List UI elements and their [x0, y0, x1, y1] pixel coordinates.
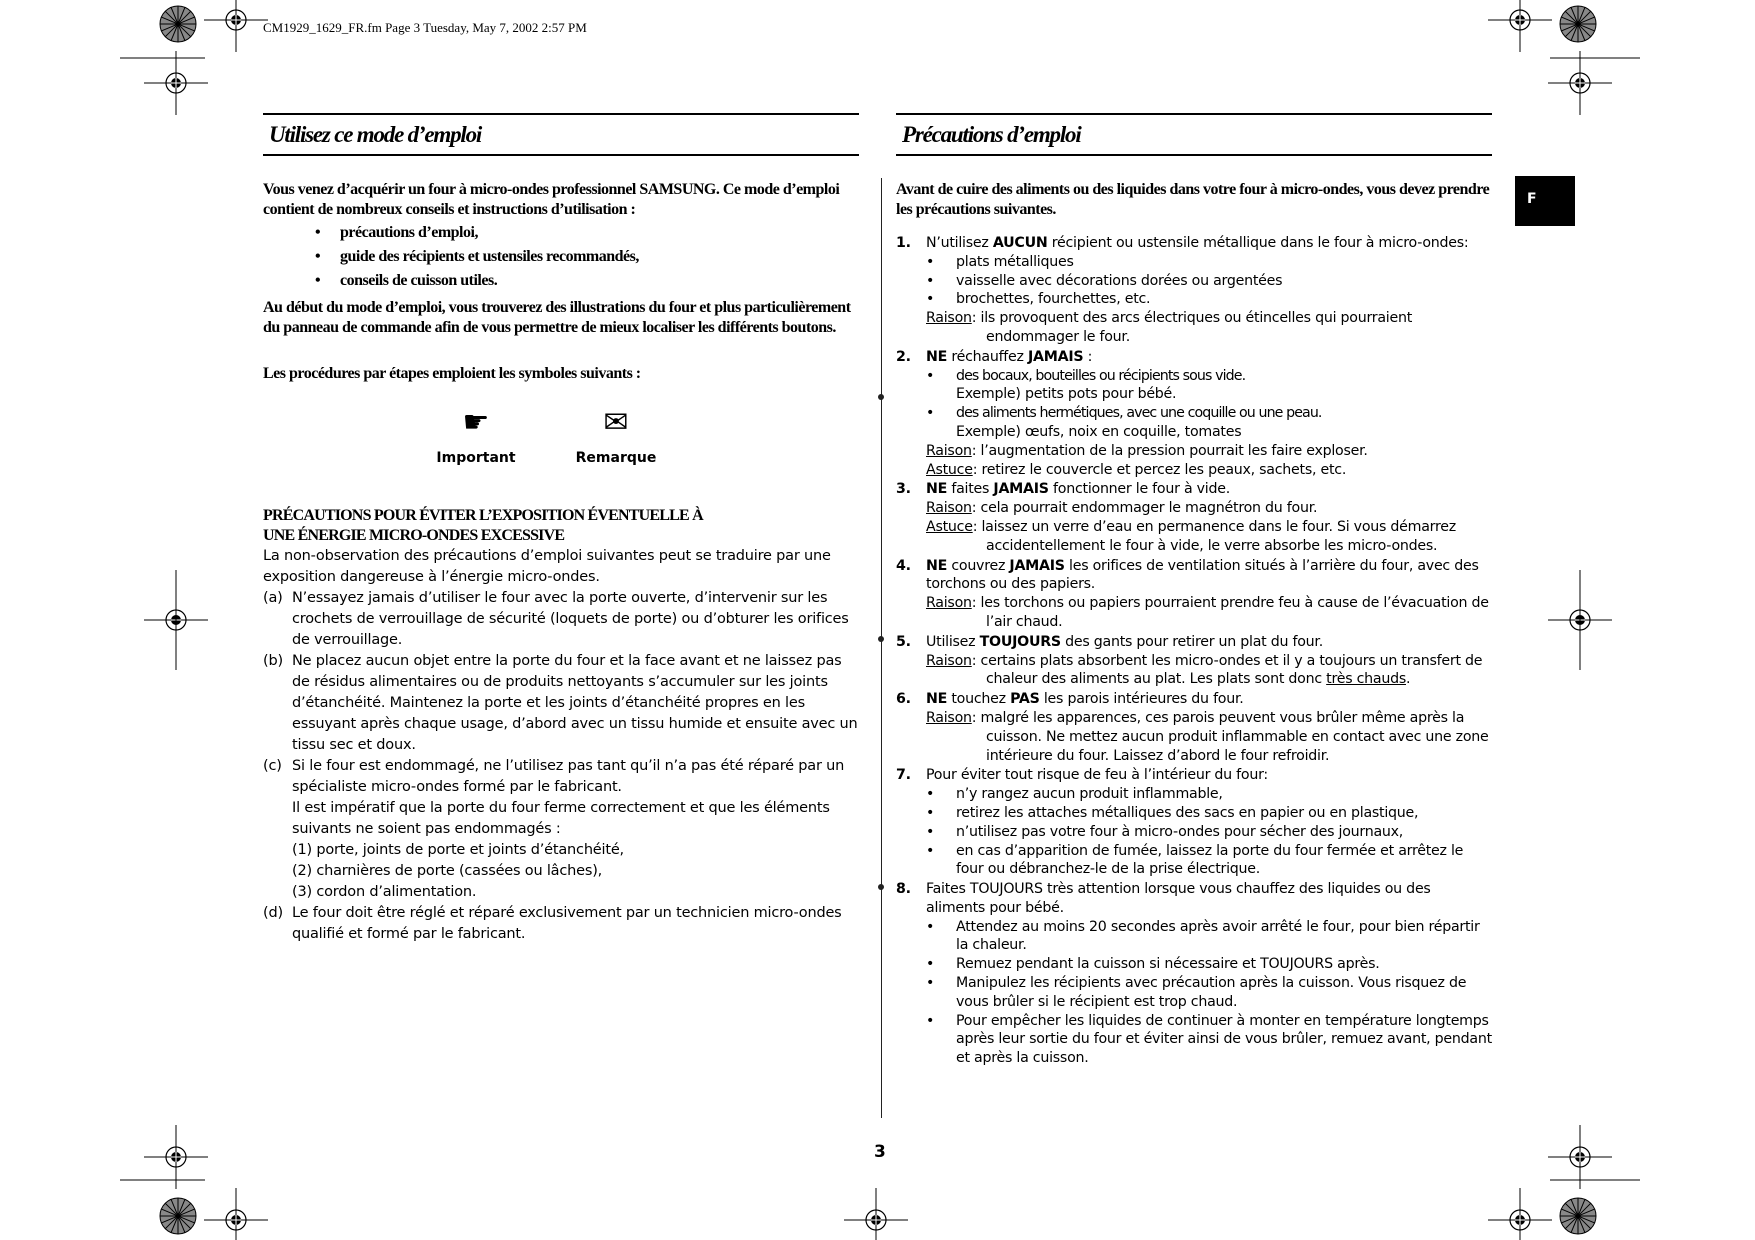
list-item: 3. NE faites JAMAIS fonctionner le four à vide. Raison: cela pourrait endommager le magnétron du four. Astuce: laissez un verre d’eau en permanence dans le four. Si vous démarrez accidentellement le four à vide, le verre absorbe les micro-ondes. — [896, 481, 1456, 554]
symbol-label: Important — [436, 450, 516, 466]
symbol-important — [430, 406, 522, 466]
list-item: • conseils de cuisson utiles. — [263, 269, 859, 293]
right-intro: Avant de cuire des aliments ou des liquides dans votre four à micro-ondes, vous devez prendre les précautions suivantes. — [896, 181, 1490, 218]
divider-dot — [878, 884, 884, 890]
exposure-section — [263, 506, 859, 945]
pointing-hand-icon: ☛ — [462, 405, 490, 440]
list-item: 1. N’utilisez AUCUN récipient ou ustensile métallique dans le four à micro-ondes: • plats métalliques • vaisselle avec décorations dorées ou argentées • brochettes, fourchettes, etc. Raison: ils provoquent des arcs électriques ou étincelles qui pourraient endommager le four. — [896, 234, 1492, 347]
symbols-legend — [233, 406, 859, 466]
right-column — [896, 113, 1492, 1069]
column-divider — [881, 178, 882, 1118]
divider-dot — [878, 394, 884, 400]
list-item: 7. Pour éviter tout risque de feu à l’intérieur du four: • n’y rangez aucun produit inflammable, • retirez les attaches métalliques des sacs en papier ou en plastique, • n’utilisez pas votre four à micro-ondes pour sécher des journaux, • en cas d’apparition de fumée, laissez la porte du four fermée et arrêtez le four ou débranchez-le de la prise électrique. — [896, 766, 1492, 879]
list-item: 8. Faites TOUJOURS très attention lorsque vous chauffez des liquides ou des aliments pour bébé. • Attendez au moins 20 secondes après avoir arrêté le four, pour bien répartir la chaleur. • Remuez pendant la cuisson si nécessaire et TOUJOURS après. • Manipulez les récipients avec précaution après la cuisson. Vous risquez de vous brûler si le récipient est trop chaud. • Pour empêcher les liquides de continuer à monter en température longtemps après leur sortie du four et éviter ainsi de vous brûler, remuez avant, pendant et après la cuisson. — [896, 880, 1492, 1068]
list-item: (c) Si le four est endommagé, ne l’utilisez pas tant qu’il n’a pas été réparé par un spécialiste micro-ondes formé par le fabricant. Il est impératif que la porte du four ferme correctement et que les éléments suivants ne soient pas endommagés : (1) porte, joints de porte et joints d’étanchéité, (2) charnières de porte (cassées ou lâches), (3) cordon d’alimentation. — [263, 758, 845, 900]
list-item: (a) N’essayez jamais d’utiliser le four avec la porte ouverte, d’intervenir sur les crochets de verrouillage de sécurité (loquets de porte) ou d’obturer les orifices de verrouillage. — [263, 590, 849, 648]
list-item: 5. Utilisez TOUJOURS des gants pour retirer un plat du four. Raison: certains plats absorbent les micro-ondes et il y a toujours un transfert de chaleur des aliments au plat. Les plats sont donc très chauds. — [896, 633, 1483, 688]
envelope-note-icon: ✉ — [603, 405, 629, 440]
symbols-intro: Les procédures par étapes emploient les symboles suivants : — [263, 365, 641, 382]
print-header: CM1929_1629_FR.fm Page 3 Tuesday, May 7, 2002 2:57 PM — [263, 20, 587, 35]
left-column — [263, 113, 859, 945]
exposure-title: PRÉCAUTIONS POUR ÉVITER L’EXPOSITION ÉVENTUELLE À UNE ÉNERGIE MICRO-ONDES EXCESSIVE — [263, 507, 703, 544]
list-item: (d) Le four doit être réglé et réparé exclusivement par un technicien micro-ondes qualifié et formé par le fabricant. — [263, 905, 842, 942]
list-item: (b) Ne placez aucun objet entre la porte du four et la face avant et ne laissez pas de résidus alimentaires ou de produits nettoyants s’accumuler sur les joints d’étanchéité. Maintenez la porte et les joints d’étanchéité propres en les essuyant après chaque usage, d’abord avec un tissu humide et ensuite avec un tissu sec et doux. — [263, 653, 858, 753]
list-item: 6. NE touchez PAS les parois intérieures du four. Raison: malgré les apparences, ces parois peuvent vous brûler même après la cuisson. Ne mettez aucun produit inflammable en contact avec une zone intérieure du four. Laissez d’abord le four refroidir. — [896, 691, 1489, 764]
list-item: • précautions d’emploi, — [263, 221, 859, 245]
symbol-label: Remarque — [575, 450, 657, 466]
list-item: 2. NE réchauffez JAMAIS : • des bocaux, bouteilles ou récipients sous vide. Exemple) petits pots pour bébé. • des aliments hermétiques, avec une coquille ou une peau. Exemple) œufs, noix en coquille, tomates Raison: l’augmentation de la pression pourrait les faire exploser. Astuce: retirez le couvercle et percez les peaux, sachets, etc. — [896, 348, 1492, 480]
intro-bullets — [263, 221, 859, 293]
list-item: • guide des récipients et ustensiles recommandés, — [263, 245, 859, 269]
exposure-list — [263, 588, 859, 945]
left-intro: Vous venez d’acquérir un four à micro-ondes professionnel SAMSUNG. Ce mode d’emploi contient de nombreux conseils et instructions d’utilisation : — [263, 181, 840, 218]
precautions-list — [896, 234, 1492, 1068]
page-number: 3 — [874, 1142, 886, 1162]
symbol-remarque — [570, 406, 662, 466]
exposure-intro: La non-observation des précautions d’emploi suivantes peut se traduire par une exposition dangereuse à l’énergie micro-ondes. — [263, 548, 831, 585]
right-section-title: Précautions d’emploi — [902, 122, 1081, 147]
list-item: 4. NE couvrez JAMAIS les orifices de ventilation situés à l’arrière du four, avec des torchons ou des papiers. Raison: les torchons ou papiers pourraient prendre feu à cause de l’évacuation de l’air chaud. — [896, 557, 1489, 630]
left-section-title: Utilisez ce mode d’emploi — [269, 122, 482, 147]
illustrations-paragraph: Au début du mode d’emploi, vous trouverez des illustrations du four et plus particulièrement du panneau de commande afin de vous permettre de mieux localiser les différents boutons. — [263, 299, 851, 336]
language-tab: F — [1515, 176, 1575, 226]
divider-dot — [878, 636, 884, 642]
